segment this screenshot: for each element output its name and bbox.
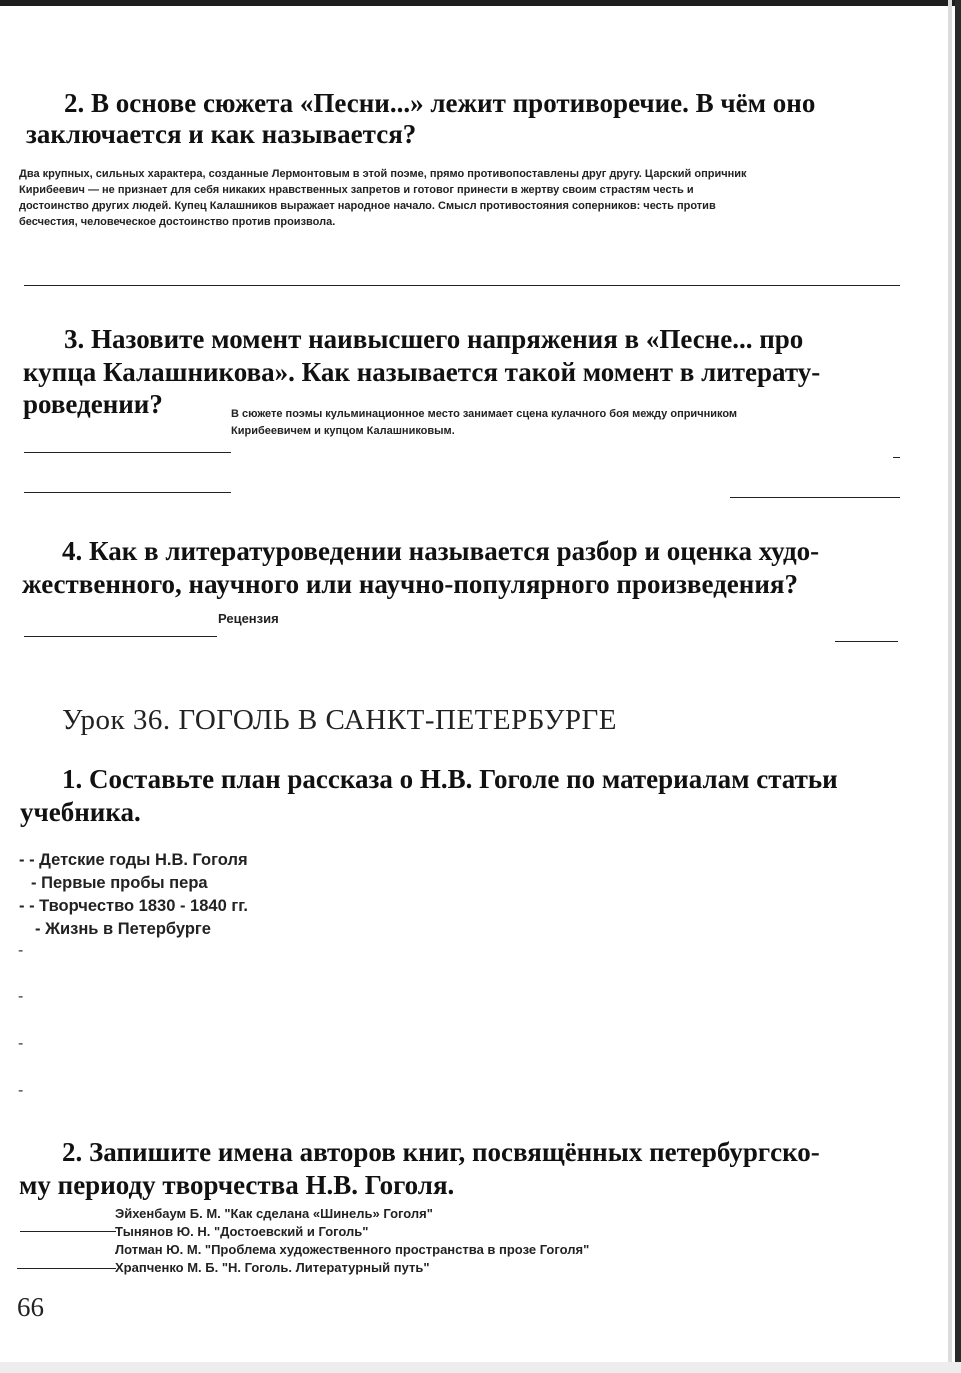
book-item: Эйхенбаум Б. М. "Как сделана «Шинель» Гоголя" (115, 1206, 433, 1221)
plan-item: - Первые пробы пера (31, 874, 208, 892)
question-3-line-2: купца Калашникова». Как называется такой момент в литерату- (23, 357, 821, 387)
plan-item: - Жизнь в Петербурге (35, 920, 211, 938)
answer-rule (893, 457, 900, 458)
question-3-answer-line-1: В сюжете поэмы кульминационное место занимает сцена кулачного боя между опричником (231, 408, 738, 420)
task-1-line-2: учебника. (20, 797, 141, 827)
answer-rule (835, 641, 898, 642)
question-2-line-1: 2. В основе сюжета «Песни...» лежит противоречие. В чём оно (64, 88, 816, 118)
empty-plan-mark: - (18, 988, 24, 1005)
question-3-line-1: 3. Назовите момент наивысшего напряжения в «Песне... про (64, 324, 804, 354)
scan-edge-top (0, 0, 961, 6)
answer-rule (24, 285, 900, 286)
empty-plan-mark: - (18, 1082, 24, 1099)
question-2-answer-line-2: Кирибеевич — не признает для себя никаких нравственных запретов и готовог принести в жертву своим страстям честь и (19, 184, 694, 196)
answer-rule (24, 636, 217, 637)
task-2-line-2: му периоду творчества Н.В. Гоголя. (19, 1170, 455, 1200)
answer-rule (24, 492, 231, 493)
book-item: Лотман Ю. М. "Проблема художественного пространства в прозе Гоголя" (115, 1242, 590, 1257)
plan-item: - - Детские годы Н.В. Гоголя (19, 851, 248, 869)
task-1-line-1: 1. Составьте план рассказа о Н.В. Гоголе по материалам статьи (62, 764, 838, 794)
question-2-answer-line-3: достоинство других людей. Купец Калашников выражает народное начало. Смысл противостояния соперников: честь против (19, 200, 716, 212)
empty-plan-mark: - (18, 1035, 24, 1052)
question-3-answer-line-2: Кирибеевичем и купцом Калашниковым. (231, 425, 455, 437)
question-2-line-2: заключается и как называется? (26, 119, 417, 149)
question-3-line-3: роведении? (23, 389, 163, 419)
answer-rule (24, 452, 231, 453)
question-4-answer: Рецензия (218, 611, 279, 626)
answer-rule (20, 1231, 116, 1232)
book-item: Тынянов Ю. Н. "Достоевский и Гоголь" (115, 1224, 369, 1239)
answer-rule (730, 497, 900, 498)
scan-edge-right (955, 0, 961, 1373)
lesson-title: Урок 36. ГОГОЛЬ В САНКТ-ПЕТЕРБУРГЕ (62, 704, 618, 736)
answer-rule (17, 1268, 116, 1269)
question-4-line-2: жественного, научного или научно-популярного произведения? (22, 569, 798, 599)
scan-edge-bottom (0, 1362, 961, 1373)
task-2-line-1: 2. Запишите имена авторов книг, посвящённых петербургско- (62, 1137, 820, 1167)
question-2-answer-line-1: Два крупных, сильных характера, созданные Лермонтовым в этой поэме, прямо противопоставлены друг другу. Царский опричник (19, 168, 747, 180)
question-4-line-1: 4. Как в литературоведении называется разбор и оценка худо- (62, 536, 820, 566)
scan-edge-right-light (948, 0, 952, 1373)
question-2-answer-line-4: бесчестия, человеческое достоинство против произвола. (19, 216, 336, 228)
plan-item: - - Творчество 1830 - 1840 гг. (19, 897, 249, 915)
empty-plan-mark: - (18, 942, 24, 959)
page-number: 66 (17, 1292, 44, 1322)
book-item: Храпченко М. Б. "Н. Гоголь. Литературный путь" (115, 1260, 430, 1275)
